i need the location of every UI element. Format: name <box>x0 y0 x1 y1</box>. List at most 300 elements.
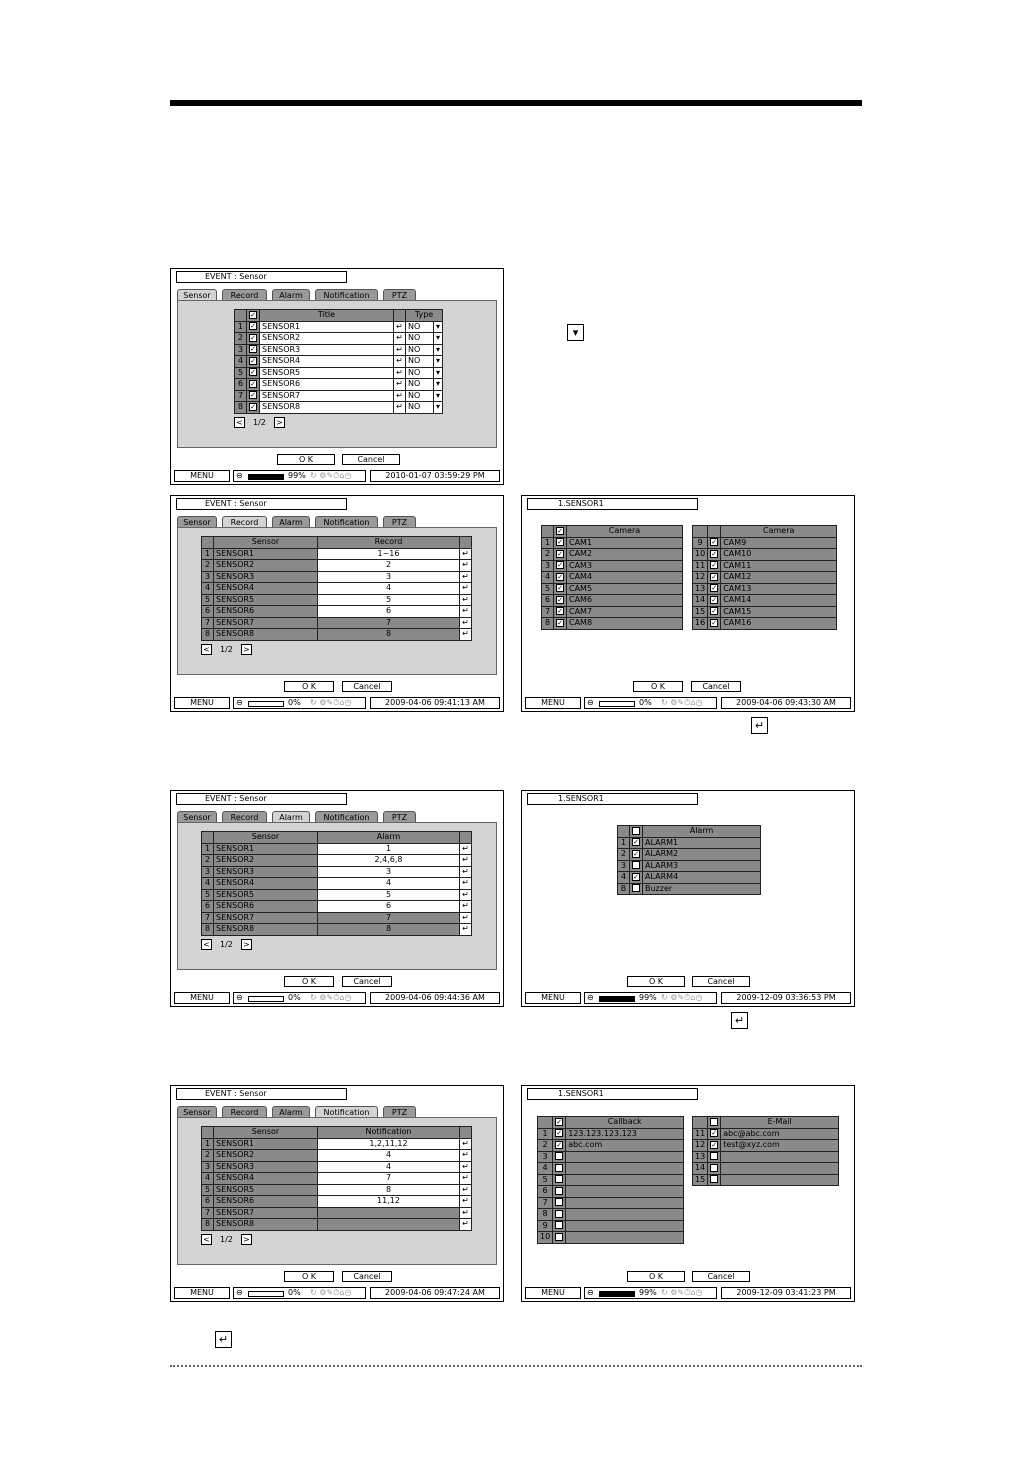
tab-sensor[interactable]: Sensor <box>177 289 217 301</box>
row-number: 5 <box>202 889 214 901</box>
prev-page-button[interactable]: < <box>201 644 212 655</box>
enter-icon[interactable]: ↵ <box>460 912 472 924</box>
clock: 2009-04-06 09:43:30 AM <box>721 697 851 709</box>
sensor-name: SENSOR4 <box>214 878 318 890</box>
tab-ptz[interactable]: PTZ <box>383 289 416 301</box>
value-field[interactable]: 1~16 <box>318 548 460 560</box>
row-checkbox[interactable]: ✓ <box>711 1129 718 1138</box>
value-field[interactable]: 7 <box>318 1173 460 1185</box>
prev-page-button[interactable]: < <box>201 1234 212 1245</box>
table-row <box>542 549 683 561</box>
row-checkbox[interactable]: ✓ <box>250 333 256 342</box>
row-checkbox[interactable]: ✓ <box>250 356 256 365</box>
checkbox-cell <box>554 537 567 549</box>
row-checkbox[interactable]: ✓ <box>711 607 718 616</box>
page-indicator: 1/2 <box>253 418 266 427</box>
table-row <box>202 855 472 867</box>
checkbox-cell <box>708 1151 721 1163</box>
dropdown-icon[interactable]: ▾ <box>434 402 443 414</box>
tab-notification[interactable]: Notification <box>315 289 378 301</box>
row-number: 5 <box>538 1174 553 1186</box>
dropdown-icon[interactable]: ▾ <box>434 367 443 379</box>
disk-usage-bar <box>248 1291 284 1297</box>
target-field[interactable] <box>566 1151 684 1163</box>
row-checkbox[interactable]: ✓ <box>250 402 256 411</box>
sensor-name: SENSOR1 <box>214 548 318 560</box>
row-number: 5 <box>202 594 214 606</box>
value-field[interactable] <box>318 1219 460 1231</box>
tab-alarm[interactable]: Alarm <box>272 516 310 528</box>
row-checkbox[interactable]: ✓ <box>711 618 718 627</box>
target-field[interactable] <box>566 1220 684 1232</box>
dropdown-icon[interactable]: ▾ <box>434 321 443 333</box>
cancel-button[interactable]: Cancel <box>342 976 392 987</box>
tab-record[interactable]: Record <box>222 289 267 301</box>
row-number: 1 <box>538 1128 553 1140</box>
type-select[interactable]: NO <box>406 333 434 345</box>
row-number: 2 <box>202 1150 214 1162</box>
enter-icon[interactable]: ↵ <box>460 878 472 890</box>
alarm-name: ALARM1 <box>643 837 761 849</box>
row-checkbox[interactable]: ✓ <box>711 561 718 570</box>
row-checkbox[interactable]: ✓ <box>250 368 256 377</box>
cancel-button[interactable]: Cancel <box>342 681 392 692</box>
enter-icon[interactable]: ↵ <box>394 321 406 333</box>
disk-status <box>233 1287 366 1299</box>
camera-name: CAM6 <box>567 595 683 607</box>
table-row <box>202 889 472 901</box>
value-field[interactable]: 1 <box>318 843 460 855</box>
value-field[interactable]: 3 <box>318 866 460 878</box>
tab-notification[interactable]: Notification <box>315 811 378 823</box>
tab-ptz[interactable]: PTZ <box>383 516 416 528</box>
row-checkbox[interactable]: ✓ <box>557 595 563 604</box>
row-checkbox[interactable]: ✓ <box>633 872 639 881</box>
table-row <box>538 1220 684 1232</box>
row-checkbox[interactable]: ✓ <box>633 849 639 858</box>
target-field[interactable]: test@xyz.com <box>721 1140 839 1152</box>
enter-icon[interactable]: ↵ <box>460 889 472 901</box>
camera-name: CAM12 <box>721 572 837 584</box>
value-field[interactable]: 2,4,6,8 <box>318 855 460 867</box>
row-checkbox[interactable]: ✓ <box>633 838 639 847</box>
sensor-title-input[interactable]: SENSOR5 <box>260 367 394 379</box>
row-checkbox[interactable]: ✓ <box>711 538 718 547</box>
row-checkbox[interactable]: ✓ <box>557 561 563 570</box>
sensor-title-input[interactable]: SENSOR6 <box>260 379 394 391</box>
cancel-button[interactable]: Cancel <box>692 976 750 987</box>
sensor-title-input[interactable]: SENSOR1 <box>260 321 394 333</box>
prev-page-button[interactable]: < <box>234 417 245 428</box>
table-row <box>693 537 837 549</box>
target-field[interactable]: abc@abc.com <box>721 1128 839 1140</box>
value-field[interactable]: 5 <box>318 594 460 606</box>
content-panel <box>528 822 848 970</box>
disk-usage-fill <box>249 475 283 479</box>
target-field[interactable] <box>721 1174 839 1186</box>
enter-icon[interactable]: ↵ <box>460 1184 472 1196</box>
row-checkbox[interactable]: ✓ <box>250 322 256 331</box>
ok-button[interactable]: O K <box>627 1271 685 1282</box>
value-field[interactable]: 1,2,11,12 <box>318 1138 460 1150</box>
menu-button[interactable]: MENU <box>525 992 581 1004</box>
prev-page-button[interactable]: < <box>201 939 212 950</box>
checkbox-cell <box>630 837 643 849</box>
alarm-name: ALARM3 <box>643 860 761 872</box>
select-all-checkbox[interactable]: ✓ <box>250 310 256 319</box>
pager <box>201 939 252 950</box>
row-number: 8 <box>202 924 214 936</box>
type-select[interactable]: NO <box>406 356 434 368</box>
table-row <box>202 1219 472 1231</box>
status-icons: ↻ ⚙✎⏱⌂◷ <box>310 993 352 1002</box>
enter-icon[interactable]: ↵ <box>460 1138 472 1150</box>
value-field[interactable]: 11,12 <box>318 1196 460 1208</box>
row-checkbox[interactable] <box>555 1198 563 1206</box>
row-checkbox[interactable] <box>555 1233 563 1241</box>
next-page-button[interactable]: > <box>241 1234 252 1245</box>
checkbox-cell <box>554 560 567 572</box>
dropdown-icon[interactable]: ▾ <box>434 379 443 391</box>
enter-icon[interactable]: ↵ <box>460 855 472 867</box>
row-number: 3 <box>538 1151 553 1163</box>
enter-icon[interactable]: ↵ <box>394 402 406 414</box>
row-checkbox[interactable]: ✓ <box>556 1129 563 1138</box>
enter-icon[interactable]: ↵ <box>460 1207 472 1219</box>
select-all-checkbox[interactable]: ✓ <box>557 526 563 535</box>
row-number: 4 <box>542 572 554 584</box>
sensor-title-input[interactable]: SENSOR7 <box>260 390 394 402</box>
target-field[interactable] <box>566 1163 684 1175</box>
email-table <box>692 1116 839 1186</box>
enter-icon[interactable]: ↵ <box>394 344 406 356</box>
row-checkbox[interactable] <box>710 1152 718 1160</box>
value-field[interactable]: 8 <box>318 629 460 641</box>
cancel-button[interactable]: Cancel <box>692 1271 750 1282</box>
enter-icon[interactable]: ↵ <box>460 1219 472 1231</box>
cancel-button[interactable]: Cancel <box>342 1271 392 1282</box>
table-row <box>618 883 761 895</box>
tab-record[interactable]: Record <box>222 811 267 823</box>
checkbox-cell <box>554 549 567 561</box>
table-row <box>538 1197 684 1209</box>
sensor-name: SENSOR1 <box>214 843 318 855</box>
page-indicator: 1/2 <box>220 1235 233 1244</box>
enter-icon[interactable]: ↵ <box>460 560 472 572</box>
table-row <box>202 912 472 924</box>
tab-alarm[interactable]: Alarm <box>272 1106 310 1118</box>
tab-sensor[interactable]: Sensor <box>177 516 217 528</box>
row-number: 4 <box>235 356 247 368</box>
window-title: 1.SENSOR1 <box>527 793 698 805</box>
type-select[interactable]: NO <box>406 379 434 391</box>
tab-ptz[interactable]: PTZ <box>383 1106 416 1118</box>
dropdown-icon[interactable]: ▾ <box>434 356 443 368</box>
row-number: 6 <box>542 595 554 607</box>
sensor-title-input[interactable]: SENSOR3 <box>260 344 394 356</box>
table-row <box>235 367 443 379</box>
checkbox-cell <box>553 1174 566 1186</box>
camera-table-left <box>541 525 683 630</box>
col-alarm: Alarm <box>643 826 761 838</box>
row-checkbox[interactable] <box>555 1187 563 1195</box>
value-field[interactable]: 5 <box>318 889 460 901</box>
screen-record-cameras <box>521 495 855 712</box>
row-checkbox[interactable] <box>555 1210 563 1218</box>
sensor-title-input[interactable]: SENSOR8 <box>260 402 394 414</box>
enter-icon[interactable]: ↵ <box>394 367 406 379</box>
row-number: 15 <box>693 1174 708 1186</box>
type-select[interactable]: NO <box>406 390 434 402</box>
content-panel <box>528 527 848 675</box>
col-sensor: Sensor <box>214 832 318 844</box>
tab-notification[interactable]: Notification <box>315 1106 378 1118</box>
table-row <box>202 606 472 618</box>
dropdown-icon[interactable]: ▾ <box>434 344 443 356</box>
row-checkbox[interactable]: ✓ <box>557 572 563 581</box>
value-field[interactable]: 8 <box>318 924 460 936</box>
value-field[interactable]: 7 <box>318 617 460 629</box>
target-field[interactable] <box>566 1186 684 1198</box>
type-select[interactable]: NO <box>406 321 434 333</box>
dropdown-icon[interactable]: ▾ <box>434 390 443 402</box>
value-field[interactable]: 4 <box>318 1150 460 1162</box>
row-checkbox[interactable]: ✓ <box>557 584 563 593</box>
alarm-name: ALARM4 <box>643 872 761 884</box>
status-bar <box>174 470 500 482</box>
enter-icon[interactable]: ↵ <box>460 1161 472 1173</box>
row-number: 3 <box>202 1161 214 1173</box>
sensor-title-input[interactable]: SENSOR2 <box>260 333 394 345</box>
callback-table <box>537 1116 684 1244</box>
row-number: 7 <box>542 606 554 618</box>
select-all-checkbox[interactable] <box>710 1118 718 1126</box>
enter-icon[interactable]: ↵ <box>460 617 472 629</box>
sensor-name: SENSOR8 <box>214 924 318 936</box>
enter-icon[interactable]: ↵ <box>460 571 472 583</box>
row-checkbox[interactable]: ✓ <box>711 584 718 593</box>
row-checkbox[interactable]: ✓ <box>711 595 718 604</box>
table-row <box>202 924 472 936</box>
tab-ptz[interactable]: PTZ <box>383 811 416 823</box>
table-row <box>202 548 472 560</box>
row-checkbox[interactable]: ✓ <box>250 391 256 400</box>
ok-button[interactable]: O K <box>284 681 334 692</box>
tab-sensor[interactable]: Sensor <box>177 1106 217 1118</box>
dropdown-icon[interactable]: ▾ <box>434 333 443 345</box>
tab-notification[interactable]: Notification <box>315 516 378 528</box>
sensor-name: SENSOR2 <box>214 560 318 572</box>
ok-button[interactable]: O K <box>284 976 334 987</box>
enter-icon[interactable]: ↵ <box>460 1196 472 1208</box>
screen-sensor-record <box>170 495 504 712</box>
row-checkbox[interactable] <box>555 1221 563 1229</box>
enter-icon[interactable]: ↵ <box>460 594 472 606</box>
row-number: 16 <box>693 618 708 630</box>
value-field[interactable]: 6 <box>318 606 460 618</box>
row-number: 11 <box>693 1128 708 1140</box>
pager <box>234 417 285 428</box>
hdd-icon: ⊖ <box>236 471 243 480</box>
row-checkbox[interactable]: ✓ <box>711 1140 718 1149</box>
type-select[interactable]: NO <box>406 344 434 356</box>
row-checkbox[interactable] <box>710 1175 718 1183</box>
enter-icon[interactable]: ↵ <box>394 390 406 402</box>
type-select[interactable]: NO <box>406 367 434 379</box>
tab-record[interactable]: Record <box>222 516 267 528</box>
row-number: 2 <box>202 855 214 867</box>
table-row <box>693 1140 839 1152</box>
enter-icon[interactable]: ↵ <box>460 629 472 641</box>
enter-icon[interactable]: ↵ <box>394 379 406 391</box>
tab-sensor[interactable]: Sensor <box>177 811 217 823</box>
camera-table-right <box>692 525 837 630</box>
table-row <box>618 837 761 849</box>
ok-button[interactable]: O K <box>633 681 683 692</box>
camera-name: CAM16 <box>721 618 837 630</box>
table-row <box>202 1138 472 1150</box>
table-row <box>202 866 472 878</box>
value-field[interactable]: 8 <box>318 1184 460 1196</box>
enter-icon[interactable]: ↵ <box>460 1150 472 1162</box>
row-checkbox[interactable]: ✓ <box>556 1140 563 1149</box>
table-row <box>538 1163 684 1175</box>
row-number: 2 <box>202 560 214 572</box>
menu-button[interactable]: MENU <box>174 697 230 709</box>
table-row <box>202 1173 472 1185</box>
sensor-name: SENSOR5 <box>214 594 318 606</box>
enter-icon[interactable]: ↵ <box>394 333 406 345</box>
menu-button[interactable]: MENU <box>525 1287 581 1299</box>
value-field[interactable] <box>318 1207 460 1219</box>
enter-icon[interactable]: ↵ <box>460 843 472 855</box>
menu-button[interactable]: MENU <box>525 697 581 709</box>
row-checkbox[interactable]: ✓ <box>711 572 718 581</box>
col-callback: Callback <box>566 1117 684 1129</box>
table-row <box>235 379 443 391</box>
menu-button[interactable]: MENU <box>174 470 230 482</box>
screen-sensor-notification <box>170 1085 504 1302</box>
tab-alarm[interactable]: Alarm <box>272 289 310 301</box>
col-title: Title <box>260 310 394 322</box>
enter-icon[interactable]: ↵ <box>460 548 472 560</box>
enter-icon[interactable]: ↵ <box>394 356 406 368</box>
sensor-name: SENSOR8 <box>214 1219 318 1231</box>
target-field[interactable] <box>566 1197 684 1209</box>
tab-alarm[interactable]: Alarm <box>272 811 310 823</box>
row-number: 14 <box>693 1163 708 1175</box>
content-panel <box>177 1117 497 1265</box>
ok-button[interactable]: O K <box>277 454 335 465</box>
row-checkbox[interactable]: ✓ <box>557 549 563 558</box>
enter-icon: ↵ <box>751 717 768 734</box>
sensor-title-input[interactable]: SENSOR4 <box>260 356 394 368</box>
value-field[interactable]: 2 <box>318 560 460 572</box>
checkbox-cell <box>247 321 260 333</box>
row-checkbox[interactable]: ✓ <box>250 345 256 354</box>
value-field[interactable]: 7 <box>318 912 460 924</box>
disk-usage-bar <box>248 701 284 707</box>
window-title: EVENT : Sensor <box>176 498 347 510</box>
next-page-button[interactable]: > <box>274 417 285 428</box>
clock: 2009-12-09 03:41:23 PM <box>721 1287 851 1299</box>
row-checkbox[interactable]: ✓ <box>557 538 563 547</box>
enter-icon[interactable]: ↵ <box>460 924 472 936</box>
enter-icon[interactable]: ↵ <box>460 1173 472 1185</box>
select-all-checkbox[interactable]: ✓ <box>556 1117 563 1126</box>
pager <box>201 644 252 655</box>
clock: 2009-04-06 09:41:13 AM <box>370 697 500 709</box>
row-checkbox[interactable]: ✓ <box>557 618 563 627</box>
checkbox-cell <box>553 1197 566 1209</box>
enter-icon[interactable]: ↵ <box>460 606 472 618</box>
row-checkbox[interactable]: ✓ <box>711 549 718 558</box>
value-field[interactable]: 4 <box>318 878 460 890</box>
status-icons: ↻ ⚙✎⏱⌂◷ <box>661 993 703 1002</box>
row-checkbox[interactable] <box>632 884 640 892</box>
target-field[interactable]: abc.com <box>566 1140 684 1152</box>
disk-status <box>584 1287 717 1299</box>
row-checkbox[interactable] <box>632 861 640 869</box>
enter-icon[interactable]: ↵ <box>460 583 472 595</box>
camera-name: CAM14 <box>721 595 837 607</box>
tab-record[interactable]: Record <box>222 1106 267 1118</box>
hdd-icon: ⊖ <box>236 1288 243 1297</box>
table-row <box>538 1151 684 1163</box>
cancel-button[interactable]: Cancel <box>691 681 741 692</box>
row-checkbox[interactable] <box>555 1164 563 1172</box>
target-field[interactable]: 123.123.123.123 <box>566 1128 684 1140</box>
target-field[interactable] <box>566 1174 684 1186</box>
window-title: EVENT : Sensor <box>176 1088 347 1100</box>
value-field[interactable]: 6 <box>318 901 460 913</box>
window-title: EVENT : Sensor <box>176 271 347 283</box>
value-field[interactable]: 4 <box>318 1161 460 1173</box>
value-field[interactable]: 4 <box>318 583 460 595</box>
value-field[interactable]: 3 <box>318 571 460 583</box>
disk-status <box>584 697 717 709</box>
row-checkbox[interactable] <box>710 1164 718 1172</box>
next-page-button[interactable]: > <box>241 644 252 655</box>
row-checkbox[interactable] <box>555 1152 563 1160</box>
row-checkbox[interactable]: ✓ <box>250 379 256 388</box>
target-field[interactable] <box>721 1163 839 1175</box>
select-all-checkbox[interactable] <box>632 827 640 835</box>
cancel-button[interactable]: Cancel <box>342 454 400 465</box>
target-field[interactable] <box>721 1151 839 1163</box>
row-checkbox[interactable] <box>555 1175 563 1183</box>
col-notification: Notification <box>318 1127 460 1139</box>
next-page-button[interactable]: > <box>241 939 252 950</box>
target-field[interactable] <box>566 1232 684 1244</box>
type-select[interactable]: NO <box>406 402 434 414</box>
menu-button[interactable]: MENU <box>174 1287 230 1299</box>
menu-button[interactable]: MENU <box>174 992 230 1004</box>
table-row <box>235 333 443 345</box>
camera-name: CAM10 <box>721 549 837 561</box>
row-number: 2 <box>618 849 630 861</box>
ok-button[interactable]: O K <box>627 976 685 987</box>
row-checkbox[interactable]: ✓ <box>557 607 563 616</box>
page-footer-rule <box>170 1365 862 1367</box>
row-number: 1 <box>202 843 214 855</box>
target-field[interactable] <box>566 1209 684 1221</box>
enter-icon[interactable]: ↵ <box>460 866 472 878</box>
enter-icon[interactable]: ↵ <box>460 901 472 913</box>
table-row <box>618 872 761 884</box>
ok-button[interactable]: O K <box>284 1271 334 1282</box>
disk-percent: 0% <box>639 698 652 707</box>
